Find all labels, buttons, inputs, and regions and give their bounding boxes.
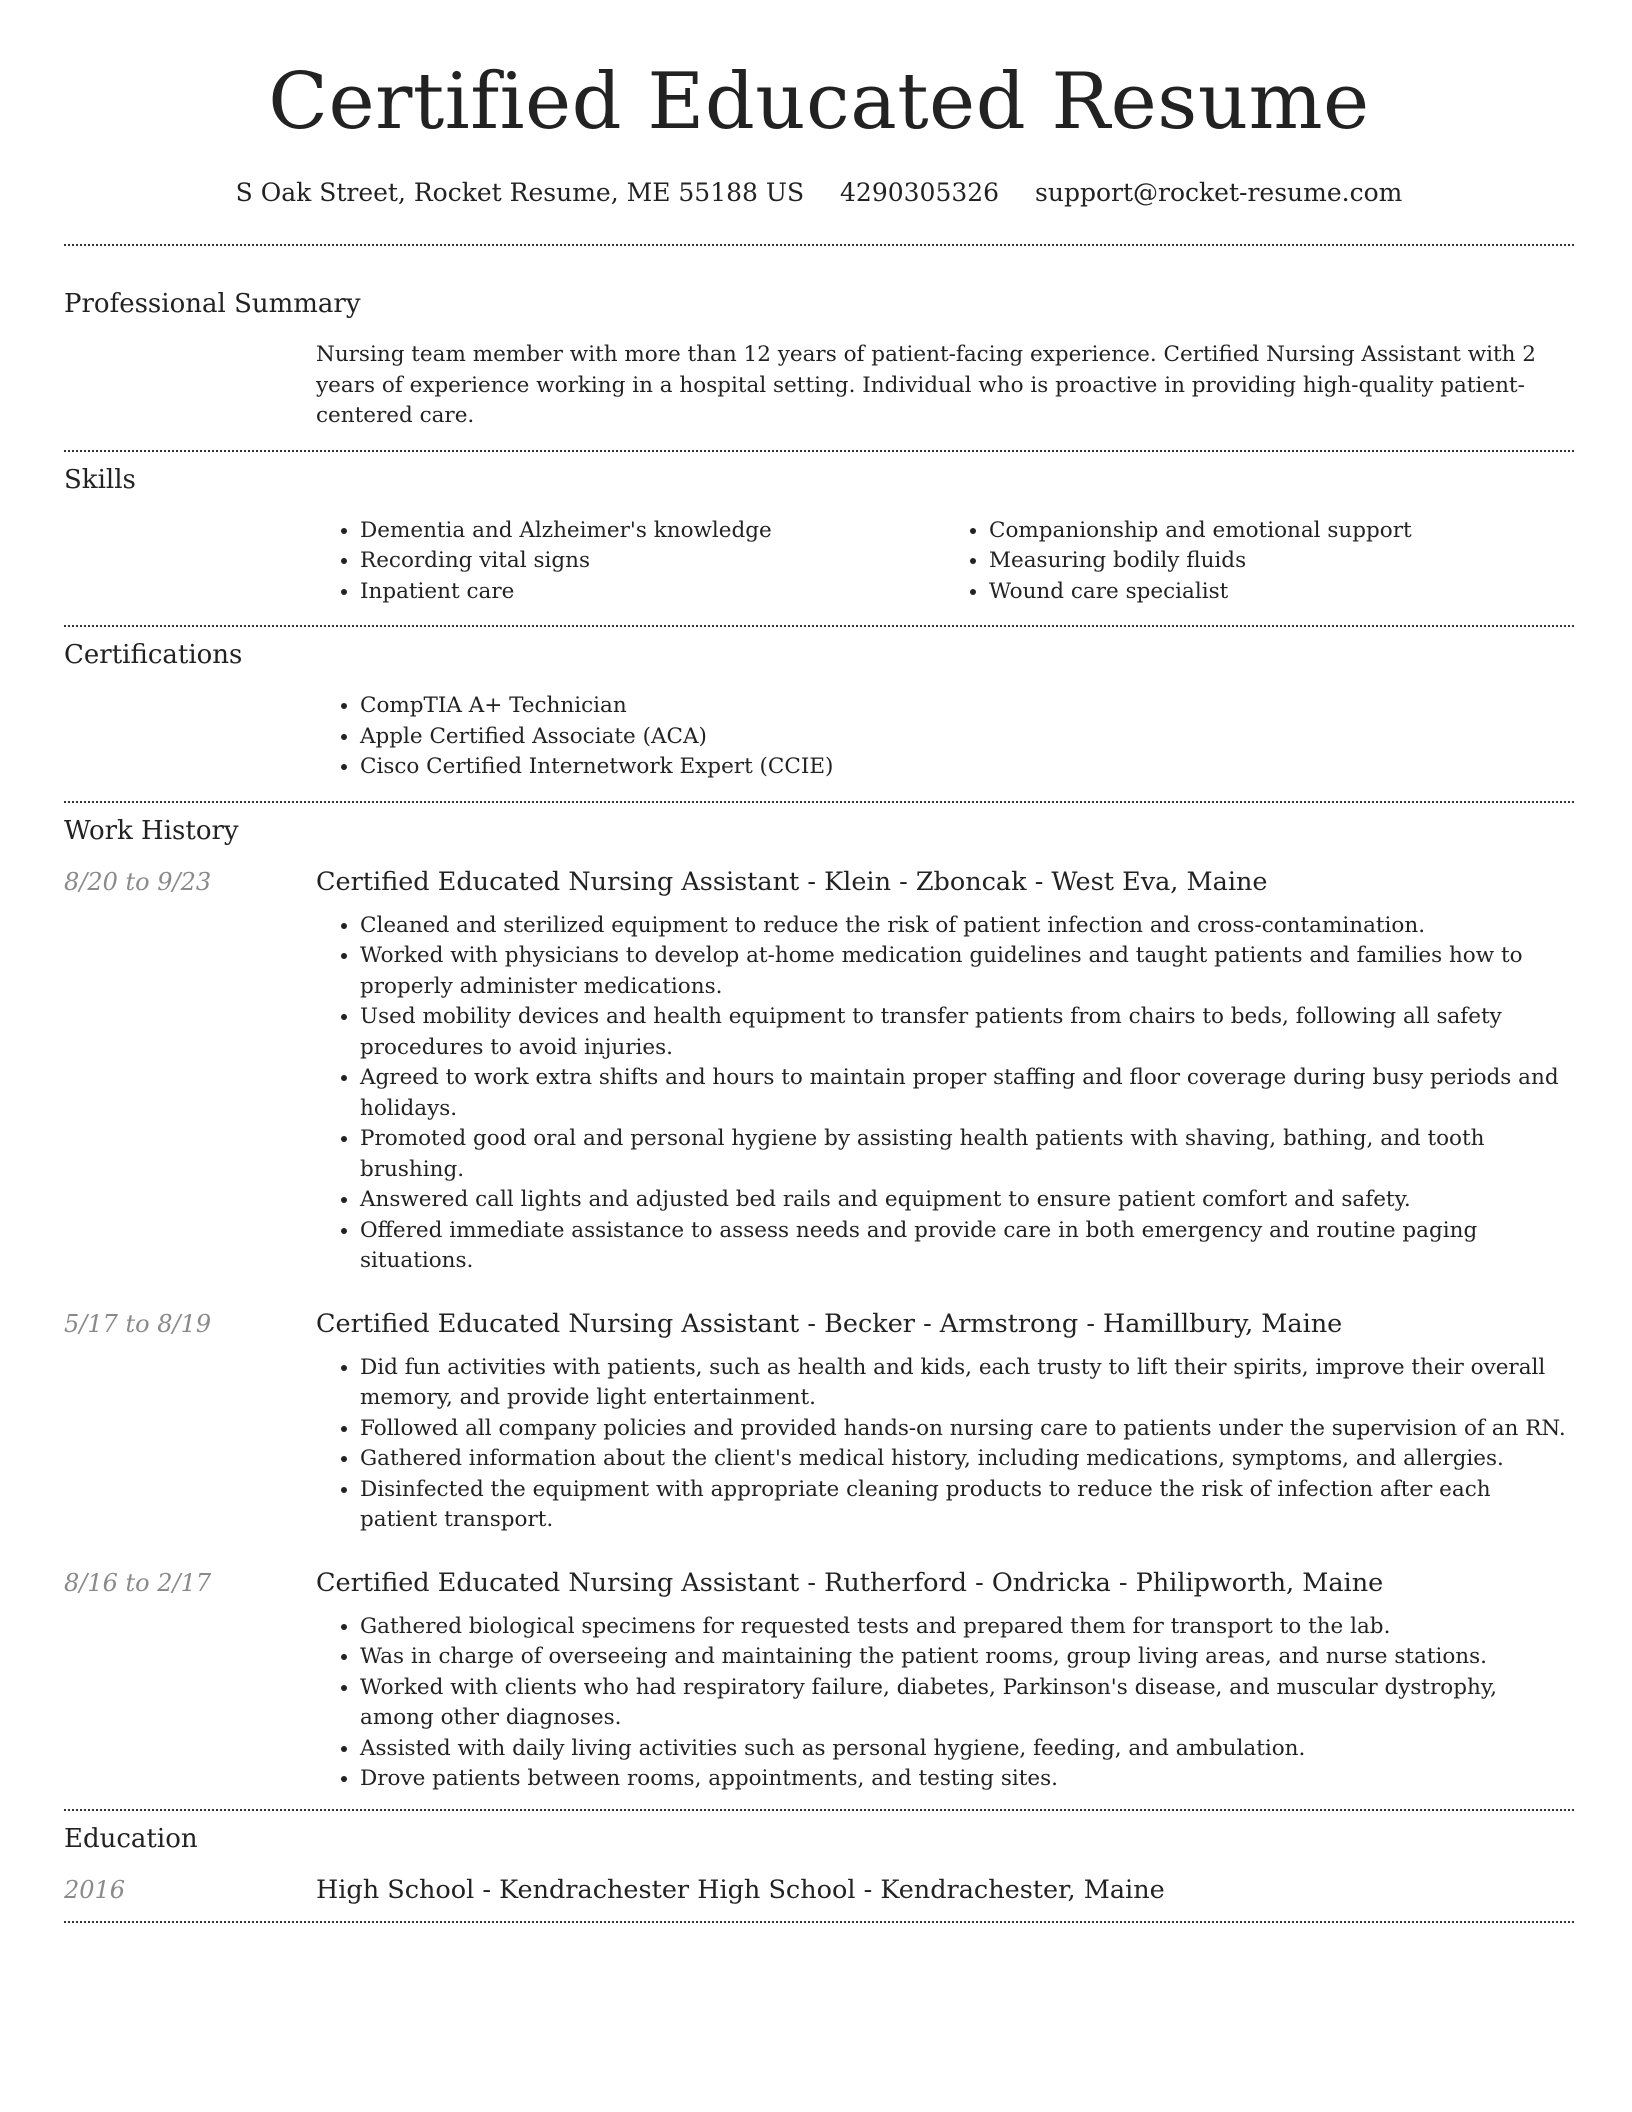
certifications-section (64, 637, 1574, 783)
job-bullet: • Assisted with daily living activities such as personal hygiene, feeding, and ambulation. (360, 1734, 1574, 1765)
skills-grid (316, 516, 1574, 608)
education-entry (64, 1875, 1574, 1905)
section-title-education: Education (64, 1823, 198, 1854)
job-entry (64, 1309, 1574, 1536)
job-bullet: • Offered immediate assistance to assess needs and provide care in both emergency and routine paging situations. (360, 1216, 1574, 1277)
job-title: Certified Educated Nursing Assistant - Becker - Armstrong - Hamillbury, Maine (316, 1308, 1343, 1339)
job-bullet: • Worked with clients who had respiratory failure, diabetes, Parkinson's disease, and muscular dystrophy, among other diagnoses. (360, 1673, 1574, 1734)
divider (64, 244, 1574, 246)
job-bullet: • Agreed to work extra shifts and hours to maintain proper staffing and floor coverage during busy periods and holidays. (360, 1063, 1574, 1124)
summary-section (64, 286, 1574, 432)
divider (64, 801, 1574, 803)
job-bullet: • Was in charge of overseeing and maintaining the patient rooms, group living areas, and nurse stations. (360, 1642, 1574, 1673)
skill-item: • Dementia and Alzheimer's knowledge (360, 516, 945, 547)
divider (64, 450, 1574, 452)
education-date: 2016 (64, 1875, 126, 1904)
divider (64, 1921, 1574, 1923)
certifications-body (316, 691, 1574, 783)
skill-item: • Wound care specialist (989, 577, 1574, 608)
certification-item: • CompTIA A+ Technician (360, 691, 1574, 722)
job-title: Certified Educated Nursing Assistant - Klein - Zboncak - West Eva, Maine (316, 866, 1268, 897)
certification-item: • Cisco Certified Internetwork Expert (CCIE) (360, 752, 1574, 783)
job-header (64, 1309, 1574, 1339)
job-bullet: • Worked with physicians to develop at-home medication guidelines and taught patients and families how to properly administer medications. (360, 941, 1574, 1002)
job-bullet-list (316, 1612, 1574, 1795)
certification-item: • Apple Certified Associate (ACA) (360, 722, 1574, 753)
job-bullet: • Used mobility devices and health equipment to transfer patients from chairs to beds, following all safety procedures to avoid injuries. (360, 1002, 1574, 1063)
summary-text: Nursing team member with more than 12 years of patient-facing experience. Certified Nursing Assistant with 2 years of experience working in a hospital setting. Individual who is proactive in providing high-quality patient-centered care. (316, 342, 1536, 428)
skills-list-right (945, 516, 1574, 608)
skill-item: • Measuring bodily fluids (989, 546, 1574, 577)
phone: 4290305326 (840, 178, 1000, 207)
skills-list-left (316, 516, 945, 608)
job-bullet: • Answered call lights and adjusted bed rails and equipment to ensure patient comfort and safety. (360, 1185, 1574, 1216)
section-title-summary: Professional Summary (64, 289, 361, 319)
job-bullets (316, 911, 1574, 1277)
job-bullets (316, 1353, 1574, 1536)
email: support@rocket-resume.com (1035, 178, 1403, 207)
job-bullet: • Promoted good oral and personal hygiene by assisting health patients with shaving, bathing, and tooth brushing. (360, 1124, 1574, 1185)
resume-name: Certified Educated Resume (268, 57, 1370, 147)
skills-section (64, 462, 1574, 608)
job-bullet: • Gathered information about the client's medical history, including medications, symptoms, and allergies. (360, 1444, 1574, 1475)
education-title: High School - Kendrachester High School - Kendrachester, Maine (316, 1874, 1165, 1905)
job-entry (64, 1568, 1574, 1795)
job-bullet: • Drove patients between rooms, appointments, and testing sites. (360, 1764, 1574, 1795)
job-title: Certified Educated Nursing Assistant - Rutherford - Ondricka - Philipworth, Maine (316, 1567, 1384, 1598)
resume-page (64, 0, 1574, 1923)
job-header (64, 867, 1574, 897)
job-bullet-list (316, 911, 1574, 1277)
skill-item: • Inpatient care (360, 577, 945, 608)
section-title-certifications: Certifications (64, 640, 243, 670)
job-bullet: • Cleaned and sterilized equipment to reduce the risk of patient infection and cross-contamination. (360, 911, 1574, 942)
certifications-list (316, 691, 1574, 783)
divider (64, 625, 1574, 627)
education-section (64, 1821, 1574, 1905)
job-bullets (316, 1612, 1574, 1795)
job-bullet: • Did fun activities with patients, such as health and kids, each trusty to lift their spirits, improve their overall memory, and provide light entertainment. (360, 1353, 1574, 1414)
job-bullet: • Disinfected the equipment with appropriate cleaning products to reduce the risk of infection after each patient transport. (360, 1475, 1574, 1536)
section-title-skills: Skills (64, 464, 136, 495)
job-date: 8/20 to 9/23 (64, 867, 212, 896)
work-history-section (64, 813, 1574, 1795)
address: S Oak Street, Rocket Resume, ME 55188 US (235, 178, 805, 207)
job-entry (64, 867, 1574, 1277)
skill-item: • Companionship and emotional support (989, 516, 1574, 547)
contact-line (64, 176, 1574, 210)
section-title-work: Work History (64, 815, 239, 846)
skill-item: • Recording vital signs (360, 546, 945, 577)
divider (64, 1809, 1574, 1811)
job-date: 5/17 to 8/19 (64, 1309, 212, 1338)
job-header (64, 1568, 1574, 1598)
job-date: 8/16 to 2/17 (64, 1568, 212, 1597)
job-bullet-list (316, 1353, 1574, 1536)
job-bullet: • Gathered biological specimens for requested tests and prepared them for transport to the lab. (360, 1612, 1574, 1643)
job-bullet: • Followed all company policies and provided hands-on nursing care to patients under the supervision of an RN. (360, 1414, 1574, 1445)
